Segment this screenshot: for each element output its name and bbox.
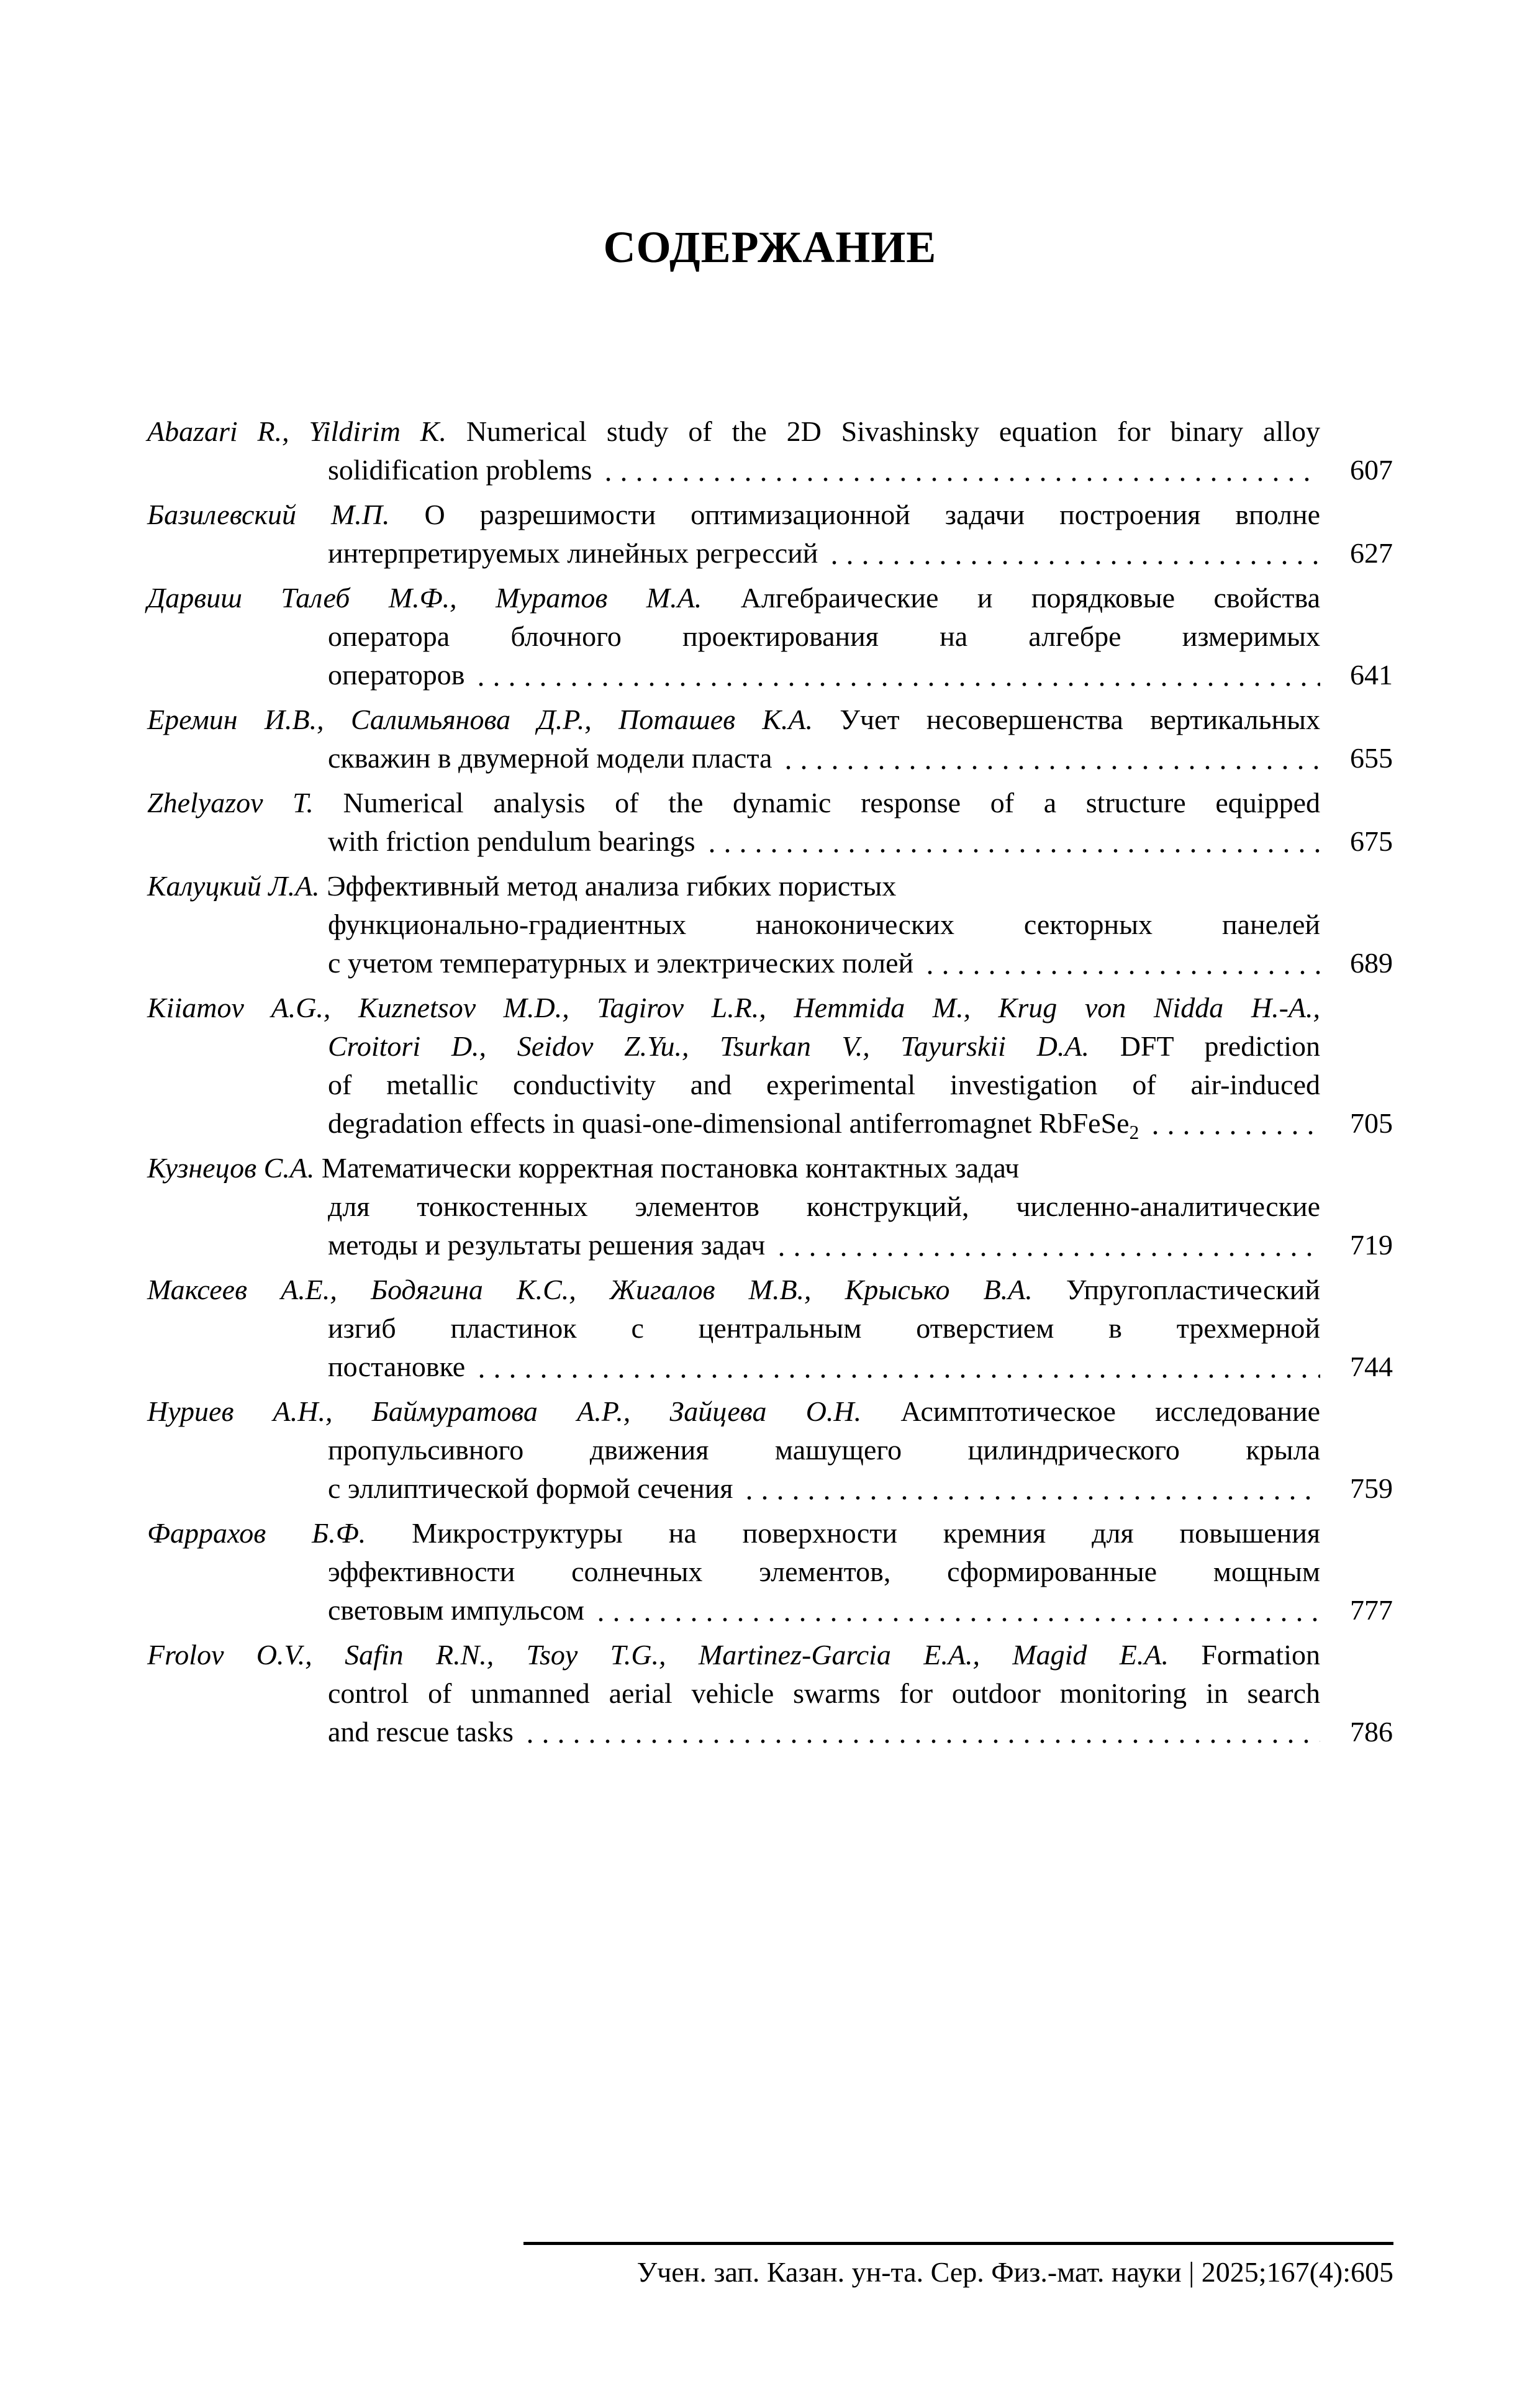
dot-leader xyxy=(1148,1104,1320,1143)
toc-entry xyxy=(147,989,1393,1143)
toc-line-text: операторов xyxy=(328,659,465,691)
toc-authors: Еремин И.В., Салимьянова Д.Р., Поташев К.А. xyxy=(147,704,813,735)
toc-line xyxy=(147,989,1320,1027)
toc-page-number: 744 xyxy=(1350,1351,1393,1382)
toc-line xyxy=(328,1187,1320,1226)
toc-line xyxy=(147,1636,1320,1674)
toc-line xyxy=(328,1309,1320,1348)
toc-line-text: control of unmanned aerial vehicle swarms for outdoor monitoring in search xyxy=(328,1677,1320,1709)
toc-line xyxy=(328,822,1393,861)
toc-line xyxy=(328,739,1393,778)
toc-authors: Базилевский М.П. xyxy=(147,499,390,530)
toc-line xyxy=(328,1469,1393,1508)
toc-authors: Кузнецов С.А. xyxy=(147,1152,315,1184)
toc-authors: Frolov O.V., Safin R.N., Tsoy T.G., Martinez-Garcia E.A., Magid E.A. xyxy=(147,1639,1169,1671)
dot-leader xyxy=(741,1469,1320,1508)
toc-line xyxy=(328,451,1393,489)
dot-leader xyxy=(827,534,1320,573)
toc-line-text xyxy=(147,992,1320,1023)
toc-entry xyxy=(147,701,1393,778)
toc-line-text: методы и результаты решения задач xyxy=(328,1229,766,1261)
toc-page-number: 627 xyxy=(1350,537,1393,569)
toc-line-text: пропульсивного движения машущего цилиндрического крыла xyxy=(328,1434,1320,1466)
dot-leader xyxy=(922,944,1320,982)
toc-line xyxy=(147,579,1320,617)
toc-line xyxy=(328,1431,1320,1469)
toc-authors: Abazari R., Yildirim K. xyxy=(147,415,446,447)
toc-line xyxy=(328,905,1320,944)
toc-page-number: 675 xyxy=(1350,825,1393,857)
journal-citation-name: Учен. зап. Казан. ун-та. Сер. Физ.-мат. науки xyxy=(636,2256,1182,2288)
toc-line xyxy=(328,1553,1320,1591)
toc-line-text: solidification problems xyxy=(328,454,592,486)
toc-list xyxy=(147,412,1393,1751)
toc-line xyxy=(328,656,1393,694)
toc-line-text: с учетом температурных и электрических полей xyxy=(328,947,914,979)
toc-line-text: and rescue tasks xyxy=(328,1716,514,1748)
dot-leader xyxy=(600,451,1320,489)
toc-line xyxy=(147,1392,1320,1431)
toc-page-number: 786 xyxy=(1350,1716,1393,1748)
toc-line xyxy=(328,534,1393,573)
toc-entry xyxy=(147,496,1393,573)
toc-line xyxy=(328,1591,1393,1630)
toc-line-text: Abazari R., Yildirim K. Numerical study of the 2D Sivashinsky equation for binary alloy xyxy=(147,415,1321,447)
toc-page-number: 655 xyxy=(1350,742,1393,774)
chemical-subscript: 2 xyxy=(1129,1122,1139,1144)
toc-line xyxy=(328,1226,1393,1264)
toc-line-text: интерпретируемых линейных регрессий xyxy=(328,537,818,569)
toc-line xyxy=(147,784,1320,822)
toc-authors: Калуцкий Л.А. xyxy=(147,870,320,902)
footer-rule xyxy=(523,2242,1393,2292)
citation-separator: | xyxy=(1189,2256,1195,2288)
toc-line xyxy=(147,701,1320,739)
toc-page-number: 689 xyxy=(1350,947,1393,979)
journal-citation-issue: 2025;167(4):605 xyxy=(1201,2256,1393,2288)
page xyxy=(0,220,1540,2399)
dot-leader xyxy=(781,739,1320,778)
journal-citation xyxy=(523,2245,1393,2292)
toc-authors: Croitori D., Seidov Z.Yu., Tsurkan V., Tayurskii D.A. xyxy=(328,1030,1089,1062)
toc-line xyxy=(147,496,1320,534)
toc-line-text: Дарвиш Талеб М.Ф., Муратов М.А. Алгебраические и порядковые свойства xyxy=(147,582,1320,614)
dot-leader xyxy=(473,656,1320,694)
toc-entry xyxy=(147,1514,1393,1630)
toc-line-text: Frolov O.V., Safin R.N., Tsoy T.G., Martinez-Garcia E.A., Magid E.A. Formation xyxy=(147,1639,1320,1671)
toc-line-text: with friction pendulum bearings xyxy=(328,825,695,857)
toc-line xyxy=(328,1104,1393,1143)
toc-line-text: функционально-градиентных наноконических секторных панелей xyxy=(328,909,1320,940)
toc-page-number: 705 xyxy=(1350,1107,1393,1139)
toc-line xyxy=(147,867,1393,905)
toc-entry xyxy=(147,1392,1393,1508)
toc-page-number: 759 xyxy=(1350,1472,1393,1504)
toc-line xyxy=(147,1514,1320,1553)
toc-page-number: 719 xyxy=(1350,1229,1393,1261)
toc-line-text: degradation effects in quasi-one-dimensional antiferromagnet RbFeSe$_2$ xyxy=(328,1107,1139,1144)
toc-line-text: скважин в двумерной модели пласта xyxy=(328,742,772,774)
toc-line xyxy=(147,1149,1393,1187)
toc-page-number: 777 xyxy=(1350,1594,1393,1626)
toc-line-text: изгиб пластинок с центральным отверстием в трехмерной xyxy=(328,1312,1320,1344)
toc-entry xyxy=(147,1271,1393,1386)
toc-line-text: Калуцкий Л.А. Эффективный метод анализа гибких пористых xyxy=(147,870,897,902)
toc-authors: Zhelyazov T. xyxy=(147,787,314,819)
toc-page-number: 641 xyxy=(1350,659,1393,691)
toc-line xyxy=(328,1713,1393,1751)
toc-line xyxy=(328,1348,1393,1386)
dot-leader xyxy=(704,822,1321,861)
toc-line-text: Еремин И.В., Салимьянова Д.Р., Поташев К.А. Учет несовершенства вертикальных xyxy=(147,704,1320,735)
dot-leader xyxy=(774,1226,1320,1264)
toc-entry xyxy=(147,1636,1393,1751)
toc-line xyxy=(328,617,1320,656)
toc-authors: Kiiamov A.G., Kuznetsov M.D., Tagirov L.R., Hemmida M., Krug von Nidda H.-A., xyxy=(147,992,1320,1023)
toc-line-text: Zhelyazov T. Numerical analysis of the dynamic response of a structure equipped xyxy=(147,787,1320,819)
toc-line-text: Croitori D., Seidov Z.Yu., Tsurkan V., Tayurskii D.A. DFT prediction xyxy=(328,1030,1320,1062)
toc-authors: Максеев А.Е., Бодягина К.С., Жигалов М.В., Крысько В.А. xyxy=(147,1274,1033,1305)
toc-line-text: of metallic conductivity and experimental investigation of air-induced xyxy=(328,1069,1320,1100)
toc-line-text: Фаррахов Б.Ф. Микроструктуры на поверхности кремния для повышения xyxy=(147,1517,1320,1549)
toc-authors: Нуриев А.Н., Баймуратова А.Р., Зайцева О.Н. xyxy=(147,1395,862,1427)
toc-line xyxy=(328,1674,1320,1713)
toc-page-number: 607 xyxy=(1350,454,1393,486)
toc-line xyxy=(328,944,1393,982)
toc-entry xyxy=(147,412,1393,489)
toc-line-text: постановке xyxy=(328,1351,466,1382)
dot-leader xyxy=(474,1348,1320,1386)
toc-line-text: Базилевский М.П. О разрешимости оптимизационной задачи построения вполне xyxy=(147,499,1320,530)
toc-entry xyxy=(147,867,1393,982)
toc-authors: Дарвиш Талеб М.Ф., Муратов М.А. xyxy=(147,582,702,614)
toc-line xyxy=(147,412,1320,451)
toc-line xyxy=(328,1027,1320,1066)
toc-line-text: световым импульсом xyxy=(328,1594,584,1626)
contents-title: СОДЕРЖАНИЕ xyxy=(603,222,937,272)
toc-line-text: Кузнецов С.А. Математически корректная постановка контактных задач xyxy=(147,1152,1020,1184)
toc-line xyxy=(328,1066,1320,1104)
dot-leader xyxy=(522,1713,1320,1751)
toc-line-text: Максеев А.Е., Бодягина К.С., Жигалов М.В., Крысько В.А. Упругопластический xyxy=(147,1274,1320,1305)
toc-line xyxy=(147,1271,1320,1309)
toc-line-text: с эллиптической формой сечения xyxy=(328,1472,733,1504)
dot-leader xyxy=(593,1591,1320,1630)
toc-line-text: Нуриев А.Н., Баймуратова А.Р., Зайцева О.Н. Асимптотическое исследование xyxy=(147,1395,1320,1427)
toc-entry xyxy=(147,1149,1393,1264)
toc-line-text: для тонкостенных элементов конструкций, численно-аналитические xyxy=(328,1190,1320,1222)
toc-entry xyxy=(147,579,1393,694)
toc-line-text: оператора блочного проектирования на алгебре измеримых xyxy=(328,620,1320,652)
toc-entry xyxy=(147,784,1393,861)
toc-authors: Фаррахов Б.Ф. xyxy=(147,1517,366,1549)
toc-line-text: эффективности солнечных элементов, сформированные мощным xyxy=(328,1556,1320,1587)
